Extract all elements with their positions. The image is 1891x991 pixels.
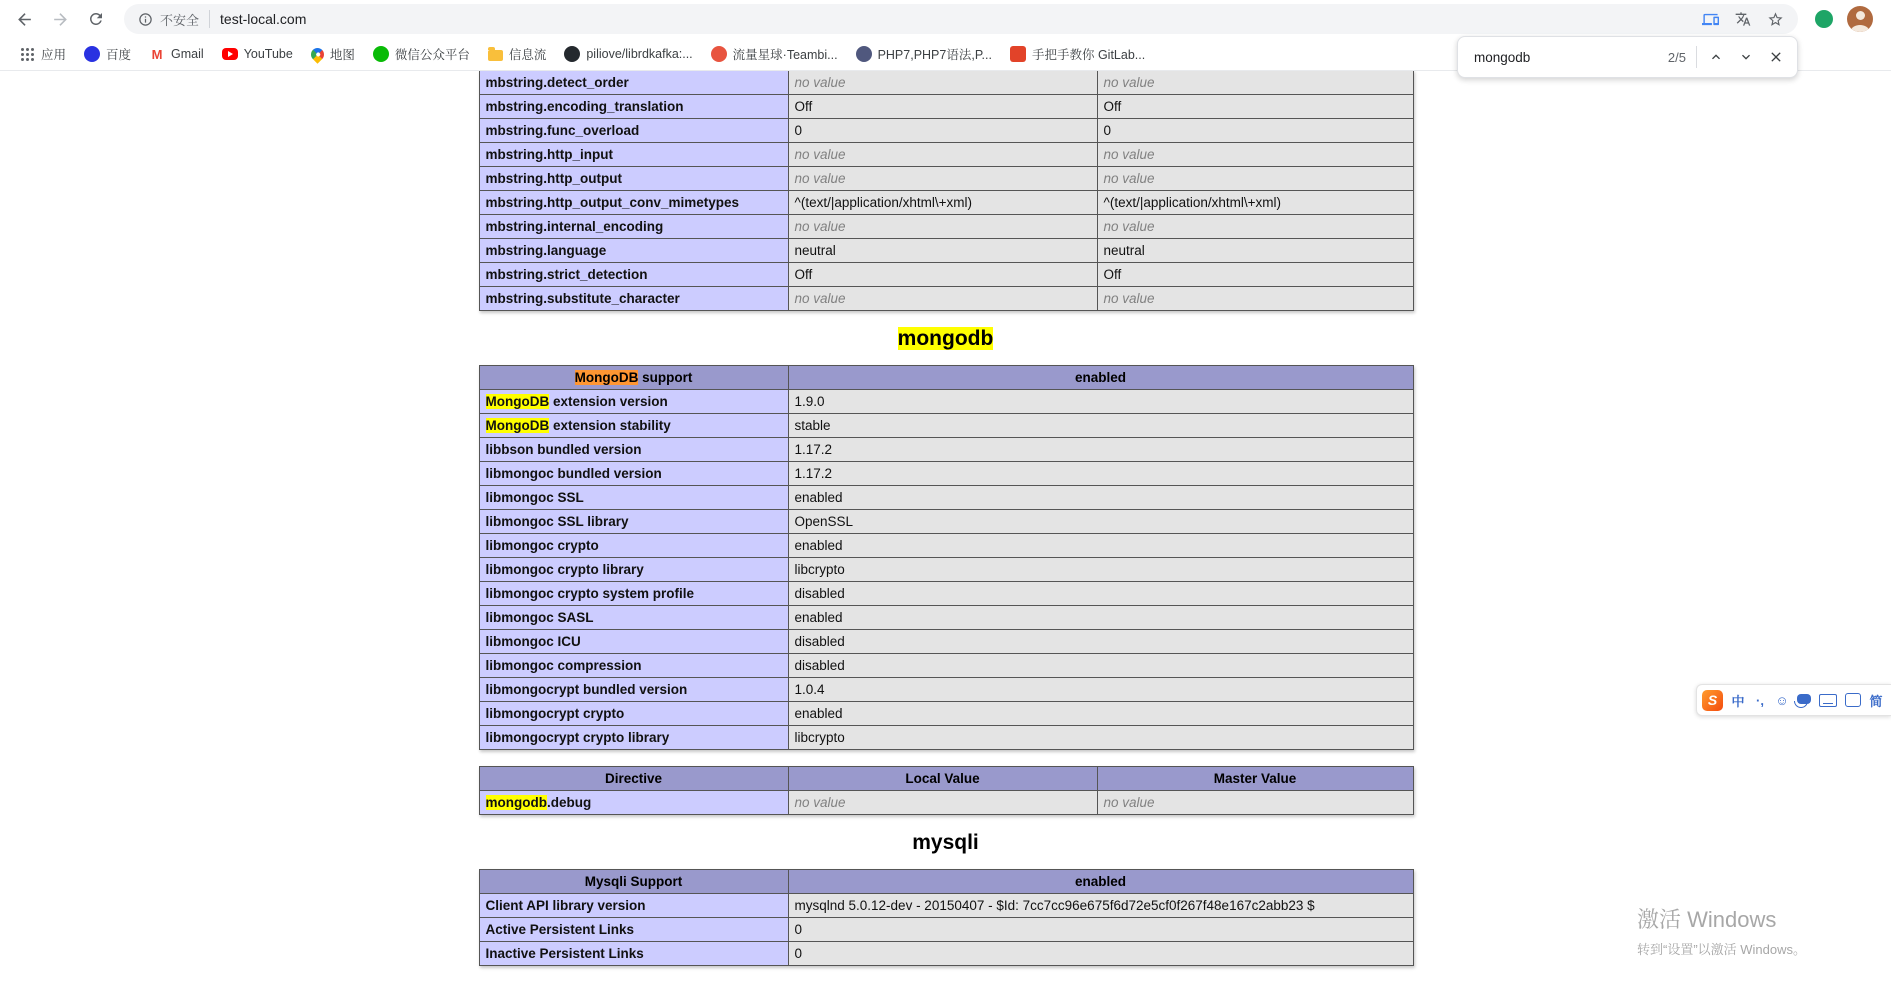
directive-cell: libmongoc crypto system profile [479,582,788,606]
value-cell: disabled [788,654,1413,678]
no-value-text: no value [1103,171,1155,186]
mbstring-directives-table [479,70,1414,311]
bookmark-item[interactable] [1001,42,1154,66]
directive-cell: mbstring.http_input [479,143,788,167]
no-value-text: no value [794,171,846,186]
bookmark-label: 地图 [329,48,355,62]
windows-activation-watermark [1637,903,1806,958]
table-row [479,654,1413,678]
table-row [479,462,1413,486]
value-cell: ^(text/|application/xhtml\+xml) [788,191,1097,215]
address-bar[interactable] [124,4,1798,34]
toolbar-extensions-area [1808,6,1885,32]
directive-cell: libmongoc SSL library [479,510,788,534]
no-value-text: no value [1103,147,1155,162]
find-bar [1457,36,1798,78]
value-cell [1097,143,1413,167]
omnibox-actions [1702,11,1788,28]
search-highlight: mongodb [485,795,547,810]
bookmark-label: 百度 [106,48,132,62]
table-row [479,678,1413,702]
ime-toolbar [1696,684,1891,716]
value-cell: Off [1097,263,1413,287]
table-header-row [479,870,1413,894]
value-cell [788,143,1097,167]
header-cell: Directive [479,767,788,791]
page-info-icon[interactable] [138,12,153,27]
directive-cell: mbstring.detect_order [479,71,788,95]
bookmark-label: 应用 [41,48,67,62]
bookmark-label: YouTube [243,47,293,61]
value-cell: libcrypto [788,726,1413,750]
table-row [479,510,1413,534]
toolbar [0,0,1891,38]
header-cell: enabled [788,366,1413,390]
simplified-chinese-icon[interactable]: 简 [1869,693,1883,709]
directive-cell: libmongocrypt crypto library [479,726,788,750]
directive-cell: mbstring.internal_encoding [479,215,788,239]
directive-cell: libmongoc crypto [479,534,788,558]
value-cell: enabled [788,606,1413,630]
directive-cell: Active Persistent Links [479,918,788,942]
directive-cell: libbson bundled version [479,438,788,462]
chinese-mode-icon[interactable]: 中 [1731,693,1745,709]
divider [209,10,210,28]
divider [1696,46,1697,68]
directive-cell: libmongoc ICU [479,630,788,654]
find-input[interactable] [1472,49,1668,66]
value-cell: Off [788,95,1097,119]
folder-icon [488,50,503,61]
directive-cell: mbstring.http_output_conv_mimetypes [479,191,788,215]
value-cell: 1.9.0 [788,390,1413,414]
table-row [479,71,1413,95]
table-row [479,215,1413,239]
header-cell: Mysqli Support [479,870,788,894]
search-highlight: MongoDB [485,418,550,433]
bookmark-label: PHP7,PHP7语法,P... [877,48,992,62]
module-heading [479,831,1413,855]
value-cell: neutral [1097,239,1413,263]
extension-icon[interactable] [1815,10,1833,28]
profile-avatar[interactable] [1847,6,1873,32]
no-value-text: no value [1103,219,1155,234]
value-cell: enabled [788,702,1413,726]
bookmark-item[interactable] [213,44,302,64]
table-row [479,191,1413,215]
baidu-icon [84,46,100,62]
keyboard-icon[interactable] [1819,694,1837,707]
table-row [479,263,1413,287]
value-cell: ^(text/|application/xhtml\+xml) [1097,191,1413,215]
reload-icon [87,10,105,28]
find-previous-button[interactable] [1701,42,1731,72]
value-cell: enabled [788,486,1413,510]
value-cell: disabled [788,630,1413,654]
directive-cell: mbstring.language [479,239,788,263]
forward-button[interactable] [44,3,76,35]
table-header-row [479,767,1413,791]
table-row [479,791,1413,815]
mysqli-heading: mysqli [912,831,979,854]
ime-icons [1731,692,1883,708]
apps-grid-icon [19,46,35,62]
bookmark-item[interactable] [75,42,140,66]
directive-cell: MongoDB extension version [479,390,788,414]
table-row [479,630,1413,654]
table-row [479,702,1413,726]
value-cell [1097,215,1413,239]
module-heading [479,327,1413,351]
value-cell: 1.17.2 [788,462,1413,486]
send-to-devices-icon[interactable] [1702,11,1719,28]
bookmark-label: 信息流 [508,48,547,62]
no-value-text: no value [794,219,846,234]
directive-cell: libmongoc SASL [479,606,788,630]
mongodb-support-table [479,365,1414,750]
bookmark-item[interactable] [302,42,364,66]
table-row [479,167,1413,191]
translate-icon[interactable] [1735,11,1751,27]
table-row [479,486,1413,510]
table-row [479,143,1413,167]
sogou-logo-icon[interactable]: S [1702,690,1723,711]
bookmark-item[interactable] [555,43,701,65]
value-cell [1097,71,1413,95]
table-row [479,119,1413,143]
bookmark-item[interactable] [364,42,479,66]
value-cell: libcrypto [788,558,1413,582]
header-cell: MongoDB support [479,366,788,390]
php-content [479,70,1413,966]
punctuation-icon[interactable]: ·, [1756,692,1764,708]
watermark-subtitle: 转到“设置”以激活 Windows。 [1637,942,1807,957]
value-cell: OpenSSL [788,510,1413,534]
value-cell: mysqlnd 5.0.12-dev - 20150407 - $Id: 7cc7cc96e675f6d72e5cf0f267f48e167c2abb23 $ [788,894,1413,918]
no-value-text: no value [1103,795,1155,810]
bookmark-label: Gmail [171,47,204,61]
value-cell [1097,167,1413,191]
mysqli-support-table [479,869,1414,966]
table-row [479,95,1413,119]
table-row [479,726,1413,750]
no-value-text: no value [794,795,846,810]
php-icon [856,46,872,62]
no-value-text: no value [794,291,846,306]
gitlab-icon [1010,46,1026,62]
directive-cell: Inactive Persistent Links [479,942,788,966]
back-button[interactable] [8,3,40,35]
no-value-text: no value [794,75,846,90]
value-cell: 0 [788,918,1413,942]
directive-cell: MongoDB extension stability [479,414,788,438]
no-value-text: no value [1103,291,1155,306]
header-cell: enabled [788,870,1413,894]
value-cell [788,287,1097,311]
bookmark-label: 流量星球·Teambi... [732,48,838,62]
bookmark-item[interactable] [479,42,556,66]
forward-arrow-icon [51,10,70,29]
find-next-button[interactable] [1731,42,1761,72]
value-cell: Off [788,263,1097,287]
site-icon [711,46,727,62]
mongodb-directives-table [479,766,1414,815]
table-row [479,534,1413,558]
bookmark-item[interactable] [847,42,1001,66]
table-row [479,414,1413,438]
bookmark-item[interactable] [10,42,75,66]
search-highlight: mongodb [897,327,994,350]
directive-cell: mbstring.strict_detection [479,263,788,287]
table-row [479,287,1413,311]
value-cell [1097,791,1413,815]
value-cell: 0 [788,942,1413,966]
directive-cell: libmongocrypt crypto [479,702,788,726]
directive-cell: libmongoc bundled version [479,462,788,486]
value-cell: Off [1097,95,1413,119]
wechat-icon [373,46,389,62]
value-cell [788,167,1097,191]
chevron-up-icon [1708,49,1724,65]
directive-cell: Client API library version [479,894,788,918]
bookmark-star-icon[interactable] [1767,11,1784,28]
value-cell: 0 [788,119,1097,143]
value-cell: 0 [1097,119,1413,143]
value-cell [788,791,1097,815]
watermark-title: 激活 Windows [1637,907,1777,932]
page-viewport[interactable] [0,70,1891,991]
table-row [479,942,1413,966]
value-cell: stable [788,414,1413,438]
value-cell: 1.0.4 [788,678,1413,702]
directive-cell: mbstring.encoding_translation [479,95,788,119]
table-row [479,438,1413,462]
directive-cell: libmongocrypt bundled version [479,678,788,702]
value-cell [788,71,1097,95]
directive-cell: mbstring.substitute_character [479,287,788,311]
table-row [479,918,1413,942]
maps-icon [308,45,326,63]
find-close-button[interactable] [1761,42,1791,72]
header-cell: Local Value [788,767,1097,791]
table-row [479,558,1413,582]
emoji-icon[interactable]: ☺ [1775,692,1789,708]
directive-cell: libmongoc crypto library [479,558,788,582]
youtube-icon [222,48,238,60]
no-value-text: no value [794,147,846,162]
gmail-icon: M [151,46,163,62]
value-cell [788,215,1097,239]
value-cell: enabled [788,534,1413,558]
voice-input-icon[interactable] [1797,694,1811,704]
header-cell: Master Value [1097,767,1413,791]
value-cell: 1.17.2 [788,438,1413,462]
table-row [479,606,1413,630]
bookmark-label: 微信公众平台 [394,48,470,62]
directive-cell: libmongoc SSL [479,486,788,510]
close-icon [1768,49,1784,65]
value-cell [1097,287,1413,311]
reload-button[interactable] [80,3,112,35]
bookmark-item[interactable] [140,43,213,65]
directive-cell: mongodb.debug [479,791,788,815]
back-arrow-icon [15,10,34,29]
table-row [479,390,1413,414]
value-cell: neutral [788,239,1097,263]
bookmark-label: 手把手教你 GitLab... [1031,48,1146,62]
directive-cell: mbstring.func_overload [479,119,788,143]
find-match-count: 2/5 [1667,49,1686,65]
chevron-down-icon [1738,49,1754,65]
table-row [479,582,1413,606]
search-highlight: MongoDB [485,394,550,409]
toolbox-icon[interactable] [1845,693,1861,707]
directive-cell: libmongoc compression [479,654,788,678]
directive-cell: mbstring.http_output [479,167,788,191]
bookmark-label: piliove/librdkafka:... [586,47,693,61]
table-row [479,894,1413,918]
search-highlight: MongoDB [574,370,639,385]
table-row [479,239,1413,263]
bookmark-item[interactable] [702,42,847,66]
github-icon [564,46,580,62]
no-value-text: no value [1103,75,1155,90]
value-cell: disabled [788,582,1413,606]
security-label: 不安全 [160,12,200,28]
mongodb-heading [479,327,1413,351]
table-header-row [479,366,1413,390]
url-text: test-local.com [220,11,307,27]
